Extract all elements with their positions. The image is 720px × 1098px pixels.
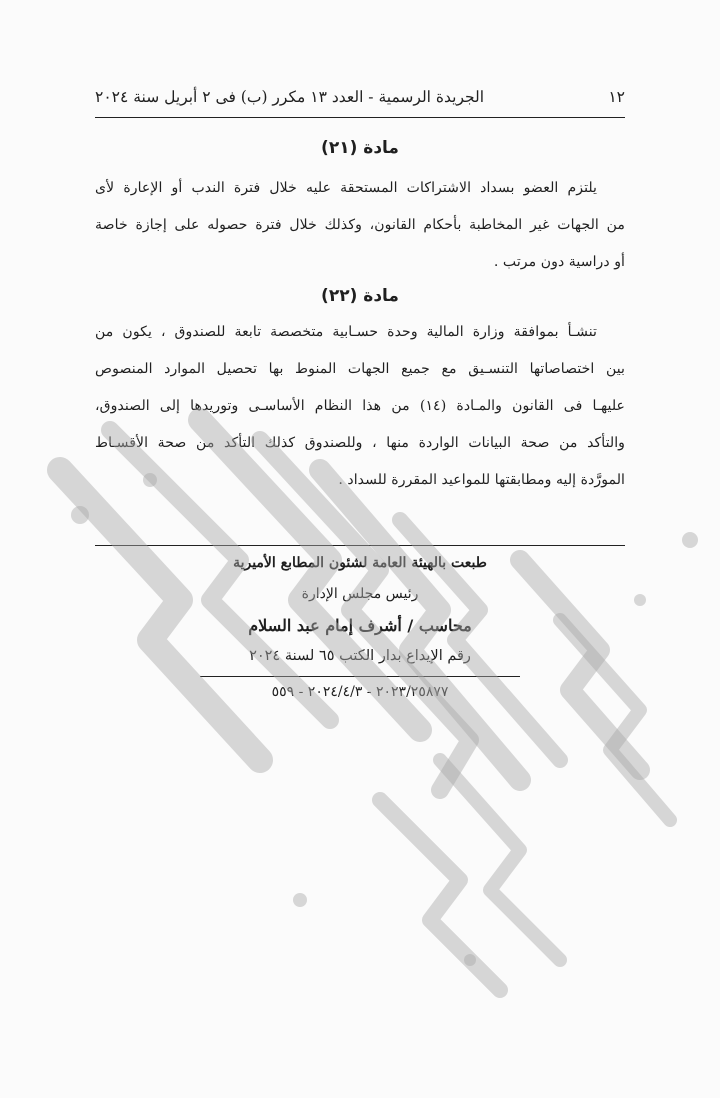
article-21-body (95, 170, 625, 281)
article-22-line: عليهـا فى القانون والمـادة (١٤) من هذا النظام الأساسـى وتوريدها إلى الصندوق، (95, 398, 625, 414)
article-21-line: أو دراسية دون مرتب . (493, 254, 625, 271)
chair-title: رئيس مجلس الإدارة (301, 586, 419, 602)
header-divider (95, 117, 625, 118)
article-21-line: يلتزم العضو بسداد الاشتراكات المستحقة عليه خلال فترة الندب أو الإعارة لأى (95, 180, 597, 196)
article-22-line: بين اختصاصاتها التنسـيق مع جميع الجهات المنوط بها تحصيل الموارد المنصوص (95, 361, 625, 377)
page-number: ١٢ (608, 88, 625, 106)
page-header (95, 84, 625, 110)
article-21-line: من الجهات غير المخاطبة بأحكام القانون، وكذلك خلال فترة حصوله على إجازة خاصة (95, 217, 625, 233)
deposit-number: رقم الإيداع بدار الكتب ٦٥ لسنة ٢٠٢٤ (249, 648, 471, 664)
article-21-title: مادة (٢١) (321, 138, 399, 158)
imprint-block (190, 548, 530, 708)
print-code: ٢٠٢٣/٢٥٨٧٧ - ٢٠٢٤/٤/٣ - ٥٥٩ (271, 684, 449, 700)
article-22-line: المورَّدة إليه ومطابقتها للمواعيد المقررة للسداد . (338, 472, 625, 489)
chair-name: محاسب / أشرف إمام عبد السلام (248, 616, 472, 635)
bottom-edge-shadow (240, 1086, 480, 1098)
imprint-divider (95, 545, 625, 546)
running-title: الجريدة الرسمية - العدد ١٣ مكرر (ب) فى ٢ أبريل سنة ٢٠٢٤ (95, 88, 485, 106)
article-22-title: مادة (٢٢) (321, 286, 399, 306)
article-22-line: تنشـأ بموافقة وزارة المالية وحدة حسـابية متخصصة تابعة للصندوق ، يكون من (95, 324, 597, 340)
article-22-body (95, 314, 625, 499)
article-22-line: والتأكد من صحة البيانات الواردة منها ، وللصندوق كذلك التأكد من صحة الأقسـاط (95, 435, 625, 451)
printed-by: طبعت بالهيئة العامة لشئون المطابع الأميرية (233, 555, 487, 571)
